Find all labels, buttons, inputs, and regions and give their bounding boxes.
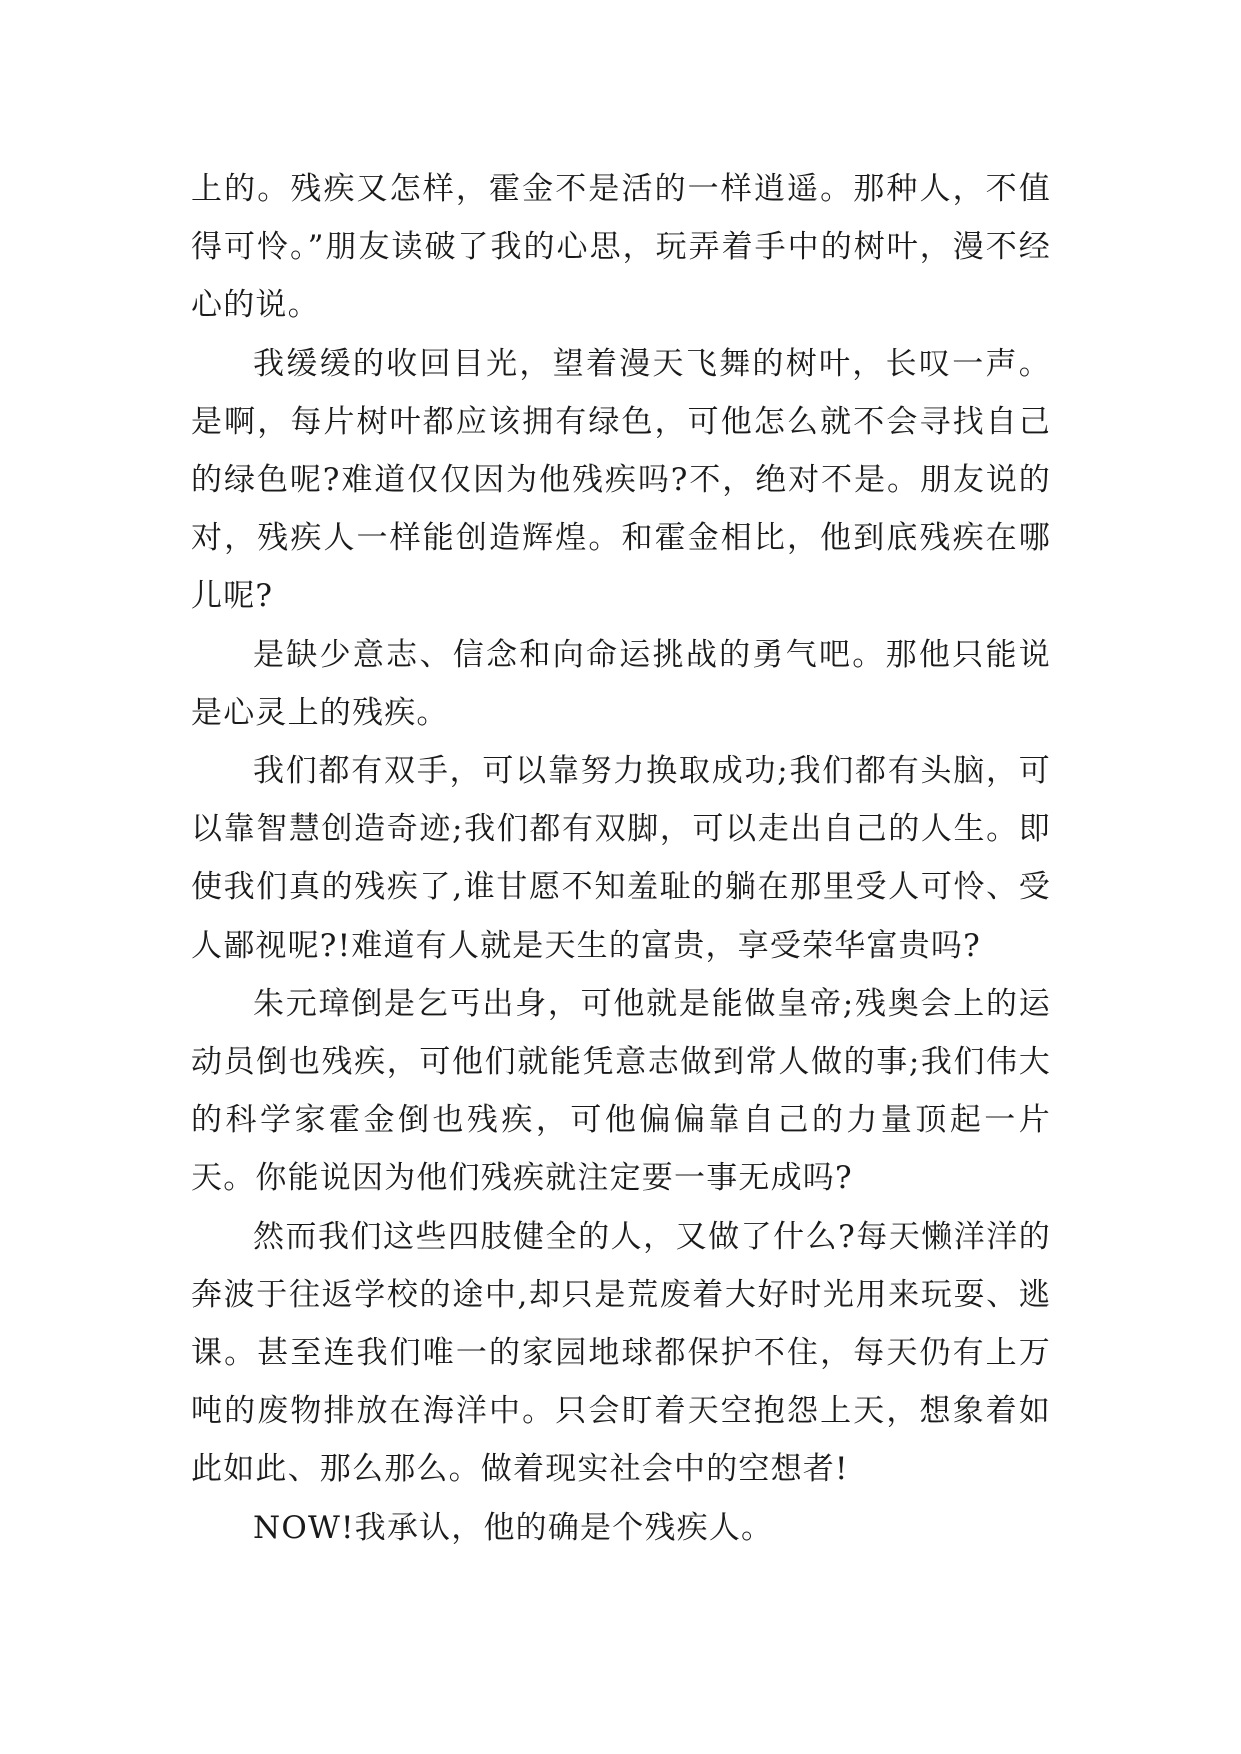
paragraph-7: NOW!我承认，他的确是个残疾人。 — [253, 1509, 774, 1546]
paragraph-2: 我缓缓的收回目光，望着漫天飞舞的树叶，长叹一声。是啊，每片树叶都应该拥有绿色，可他怎么就不会寻找自己的绿色呢?难道仅仅因为他残疾吗?不，绝对不是。朋友说的对，残疾人一样能创造辉煌。和霍金相比，他到底残疾在哪儿呢? — [191, 345, 1051, 615]
document-page — [191, 160, 1051, 1557]
paragraph-5: 朱元璋倒是乞丐出身，可他就是能做皇帝;残奥会上的运动员倒也残疾，可他们就能凭意志做到常人做的事;我们伟大的科学家霍金倒也残疾，可他偏偏靠自己的力量顶起一片天。你能说因为他们残疾就注定要一事无成吗? — [191, 985, 1051, 1197]
paragraph-1: 上的。残疾又怎样，霍金不是活的一样逍遥。那种人，不值得可怜。”朋友读破了我的心思，玩弄着手中的树叶，漫不经心的说。 — [191, 171, 1051, 324]
paragraph-3: 是缺少意志、信念和向命运挑战的勇气吧。那他只能说是心灵上的残疾。 — [191, 636, 1051, 731]
paragraph-6: 然而我们这些四肢健全的人，又做了什么?每天懒洋洋的奔波于往返学校的途中,却只是荒废着大好时光用来玩耍、逃课。甚至连我们唯一的家园地球都保护不住，每天仍有上万吨的废物排放在海洋中。只会盯着天空抱怨上天，想象着如此如此、那么那么。做着现实社会中的空想者! — [191, 1218, 1051, 1488]
paragraph-4: 我们都有双手，可以靠努力换取成功;我们都有头脑，可以靠智慧创造奇迹;我们都有双脚，可以走出自己的人生。即使我们真的残疾了,谁甘愿不知羞耻的躺在那里受人可怜、受人鄙视呢?!难道有人就是天生的富贵，享受荣华富贵吗? — [191, 753, 1051, 964]
